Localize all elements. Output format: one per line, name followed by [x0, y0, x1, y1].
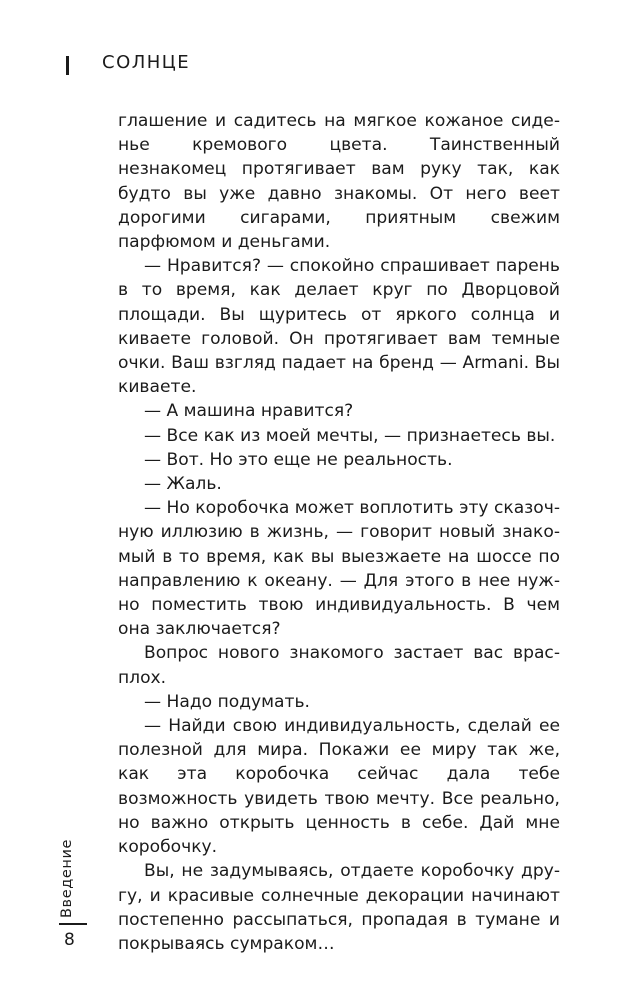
chapter-title: СОЛНЦЕ — [102, 52, 191, 73]
body-text — [118, 109, 560, 956]
paragraph-6: — Жаль. — [144, 474, 222, 495]
paragraph-3: — А машина нравится? — [144, 401, 354, 422]
paragraph-1: глашение и садитесь на мягкое кожаное сиденье кремового цвета. Таинственный незнакомец протягивает вам руку так, как будто вы уже давно знакомы. От него веет дорогими сигарами, приятным свежим парфюмом и деньгами. — [118, 111, 560, 253]
paragraph-5: — Вот. Но это еще не реальность. — [144, 449, 453, 470]
paragraph-10: — Найди свою индивидуальность, сделай ее полезной для мира. Покажи ее миру так же, как эта коробочка сейчас дала тебе возможность увидеть твою мечту. Все реально, но важно открыть ценность в себе. Дай мне коробочку. — [118, 716, 560, 858]
paragraph-7: — Но коробочка может воплотить эту сказочную иллюзию в жизнь, — говорит новый знакомый в то время, как вы выезжаете на шоссе по направлению к океану. — Для этого в нее нужно поместить твою индивидуальность. В чем она заключается? — [118, 498, 560, 640]
paragraph-9: — Надо подумать. — [144, 691, 310, 712]
header-bar — [66, 56, 69, 75]
side-rule — [59, 923, 87, 925]
paragraph-2: — Нравится? — спокойно спрашивает парень в то время, как делает круг по Дворцовой площади. Вы щуритесь от яркого солнца и киваете головой. Он протягивает вам темные очки. Ваш взгляд падает на бренд — Armani. Вы киваете. — [118, 256, 560, 398]
page-number: 8 — [64, 930, 75, 950]
paragraph-4: — Все как из моей мечты, — признаетесь вы. — [144, 425, 556, 446]
section-label: Введение — [59, 839, 75, 918]
paragraph-8: Вопрос нового знакомого застает вас врасплох. — [118, 643, 560, 688]
paragraph-11: Вы, не задумываясь, отдаете коробочку другу, и красивые солнечные декорации начинают постепенно рассыпаться, пропадая в тумане и покрываясь сумраком… — [118, 861, 560, 954]
